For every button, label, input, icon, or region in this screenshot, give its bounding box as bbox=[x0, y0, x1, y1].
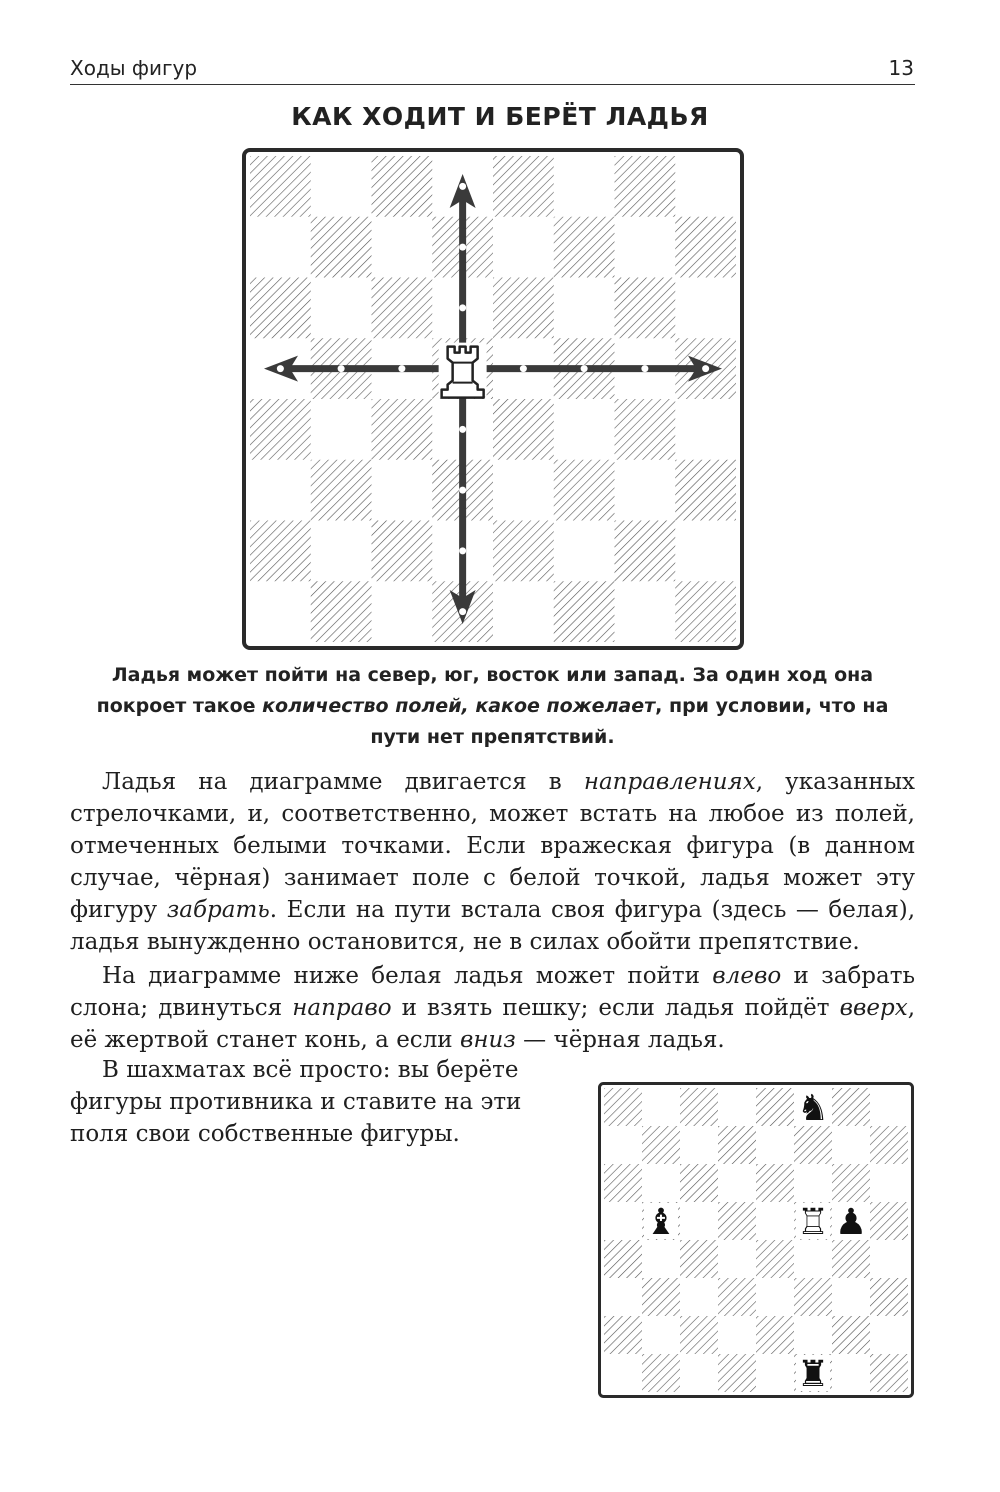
title-piece: ЛАДЬЯ bbox=[605, 102, 709, 131]
dark-square bbox=[756, 1240, 794, 1278]
dark-square bbox=[493, 521, 554, 582]
dark-square bbox=[604, 1240, 642, 1278]
dark-square bbox=[832, 1088, 870, 1126]
dark-square bbox=[311, 217, 372, 278]
dark-square bbox=[794, 1126, 832, 1164]
dark-square bbox=[675, 460, 736, 521]
caption-text-1: Ладья может пойти на север, юг, восток или запад. За один ход она покроет такое bbox=[96, 664, 874, 717]
dark-square bbox=[493, 278, 554, 339]
dark-square bbox=[675, 581, 736, 642]
dark-square bbox=[756, 1088, 794, 1126]
reachable-dot bbox=[459, 426, 466, 433]
white-rook-icon: ♖ bbox=[796, 1202, 830, 1243]
caption-italic: количество полей, какое пожелает bbox=[262, 695, 656, 717]
reachable-dot bbox=[459, 183, 466, 190]
dark-square bbox=[604, 1316, 642, 1354]
paragraph-1: Ладья на диаграмме двигается в направлениях, указанных стрелочками, и, соответственно, может встать на любое из полей, отмеченных белыми точками. Если вражеская фигура (в данном случае, чёрная) занимает поле с белой точкой, ладья может эту фигуру забрать. Если на пути встала своя фигура (здесь — белая), ладья вынужденно остановится, не в силах обойти препятствие. bbox=[70, 769, 916, 955]
dark-square bbox=[493, 156, 554, 217]
reachable-dot bbox=[459, 487, 466, 494]
dark-square bbox=[642, 1354, 680, 1392]
dark-square bbox=[756, 1316, 794, 1354]
caption-text-2: , при условии, что на пути нет препятствий. bbox=[370, 695, 889, 748]
white-rook-icon bbox=[439, 343, 487, 398]
dark-square bbox=[615, 399, 676, 460]
dark-square bbox=[372, 156, 433, 217]
dark-square bbox=[554, 581, 615, 642]
dark-square bbox=[493, 399, 554, 460]
dark-square bbox=[870, 1278, 908, 1316]
dark-square bbox=[756, 1164, 794, 1202]
black-rook-icon: ♜ bbox=[796, 1354, 830, 1395]
reachable-dot bbox=[338, 365, 345, 372]
dark-square bbox=[870, 1126, 908, 1164]
dark-square bbox=[870, 1354, 908, 1392]
dark-square bbox=[680, 1088, 718, 1126]
paragraph-3: В шахматах всё просто: вы берёте фигуры противника и ставите на эти поля свои собственные фигуры. bbox=[70, 1057, 522, 1147]
dark-square bbox=[250, 521, 311, 582]
page-number: 13 bbox=[888, 56, 914, 80]
dark-square bbox=[372, 521, 433, 582]
dark-square bbox=[718, 1278, 756, 1316]
black-bishop-icon: ♝ bbox=[644, 1202, 678, 1243]
reachable-dot bbox=[641, 365, 648, 372]
title-main: КАК ХОДИТ И БЕРЁТ bbox=[291, 102, 597, 131]
dark-square bbox=[680, 1240, 718, 1278]
dark-square bbox=[311, 460, 372, 521]
dark-square bbox=[832, 1164, 870, 1202]
section-title bbox=[0, 102, 1000, 131]
dark-square bbox=[675, 217, 736, 278]
dark-square bbox=[372, 399, 433, 460]
rook-movement-diagram bbox=[250, 156, 736, 642]
dark-square bbox=[832, 1316, 870, 1354]
dark-square bbox=[832, 1240, 870, 1278]
dark-square bbox=[250, 278, 311, 339]
dark-square bbox=[642, 1278, 680, 1316]
reachable-dot bbox=[398, 365, 405, 372]
dark-square bbox=[870, 1202, 908, 1240]
dark-square bbox=[554, 217, 615, 278]
reachable-dot bbox=[459, 244, 466, 251]
dark-square bbox=[718, 1126, 756, 1164]
capture-example-diagram bbox=[598, 1082, 914, 1398]
dark-square bbox=[250, 399, 311, 460]
dark-square bbox=[615, 278, 676, 339]
reachable-dot bbox=[581, 365, 588, 372]
black-pawn-icon: ♟ bbox=[834, 1202, 868, 1243]
header-divider bbox=[70, 84, 915, 85]
dark-square bbox=[615, 521, 676, 582]
reachable-dot bbox=[520, 365, 527, 372]
reachable-dot bbox=[459, 304, 466, 311]
reachable-dot bbox=[459, 547, 466, 554]
dark-square bbox=[718, 1202, 756, 1240]
running-header: Ходы фигур bbox=[70, 56, 198, 80]
dark-square bbox=[604, 1088, 642, 1126]
diagram-caption bbox=[70, 660, 915, 753]
reachable-dot bbox=[702, 365, 709, 372]
dark-square bbox=[604, 1164, 642, 1202]
dark-square bbox=[372, 278, 433, 339]
reachable-dot bbox=[277, 365, 284, 372]
paragraph-2: На диаграмме ниже белая ладья может пойти влево и забрать слона; двинуться направо и взять пешку; если ладья пойдёт вверх, её жертвой станет конь, а если вниз — чёрная ладья. bbox=[70, 963, 915, 1053]
dark-square bbox=[615, 156, 676, 217]
dark-square bbox=[554, 460, 615, 521]
dark-square bbox=[680, 1316, 718, 1354]
dark-square bbox=[794, 1278, 832, 1316]
dark-square bbox=[680, 1164, 718, 1202]
black-knight-icon: ♞ bbox=[796, 1088, 830, 1129]
dark-square bbox=[250, 156, 311, 217]
dark-square bbox=[642, 1126, 680, 1164]
dark-square bbox=[311, 581, 372, 642]
reachable-dot bbox=[459, 608, 466, 615]
dark-square bbox=[718, 1354, 756, 1392]
